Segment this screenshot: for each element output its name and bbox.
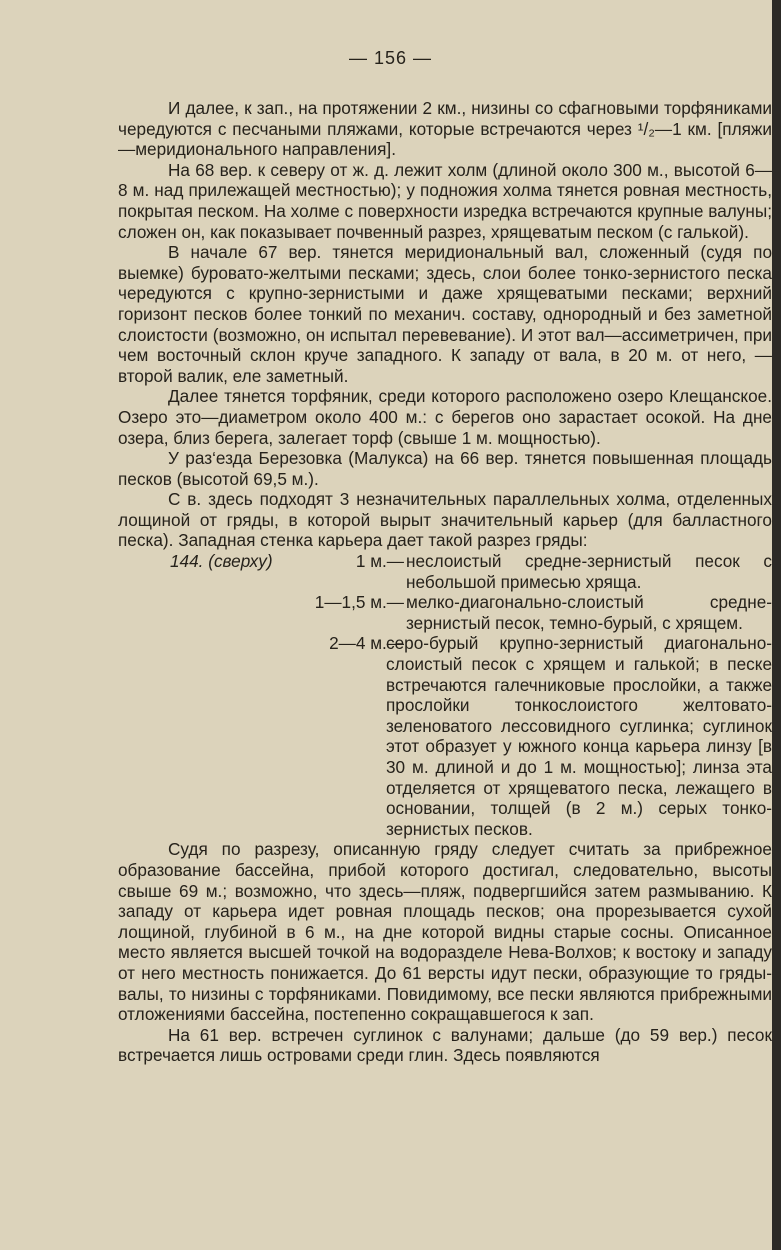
paragraph: На 68 вер. к северу от ж. д. лежит холм (длиной около 300 м., высотой 6—8 м. над прилежащей местностью); у подножия холма тянется ровная местность, покрытая песком. На холме с поверхности изредка встречаются крупные валуны; сложен он, как показывает почвенный разрез, хрящеватым песком (с галькой). — [118, 159, 772, 242]
layer-description: серо-бурый крупно-зернистый диагонально-слоистый песок с хрящем и галькой; в песке встречаются галечниковые прослойки, а также прослойки тонкослоистого желтовато-зеленоватого лессовидного суглинка; суглинок этот образует у южного конца карьера линзу [в 30 м. длиной и до 1 м. мощностью]; линза эта отделяется от хрящеватого песка, лежащего в основании, толщей (в 2 м.) серых тонко-зернистых песков. — [386, 633, 772, 839]
layer-description: мелко-диагонально-слоистый средне-зернистый песок, темно-бурый, с хрящем. — [406, 592, 772, 633]
page-edge-shadow — [772, 0, 781, 1250]
page-body — [118, 98, 772, 1066]
section-layer-row — [118, 592, 772, 633]
paragraph: Далее тянется торфяник, среди которого расположено озеро Клещанское. Озеро это—диаметром около 400 м.: с берегов оно зарастает осокой. На дне озера, близ берега, залегает торф (свыше 1 м. мощностью). — [118, 386, 772, 448]
layer-description: неслоистый средне-зернистый песок с небольшой примесью хряща. — [406, 551, 772, 592]
layer-thickness: 2—4 м.— — [329, 633, 404, 654]
layer-thickness: 1—1,5 м.— — [314, 592, 404, 613]
section-label: 144. (сверху) — [170, 551, 273, 572]
page-number: — 156 — — [348, 48, 433, 68]
paragraph: И далее, к зап., на протяжении 2 км., низины со сфагновыми торфяниками чередуются с песчаными пляжами, которые встречаются через ¹/₂—1 км. [пляжи—меридионального направления]. — [118, 98, 772, 160]
section-layer-row — [118, 633, 772, 839]
paragraph: У раз‘езда Березовка (Малукса) на 66 вер. тянется повышенная площадь песков (высотой 69,5 м.). — [118, 448, 772, 489]
layer-thickness: 1 м.— — [355, 551, 404, 572]
paragraph: На 61 вер. встречен суглинок с валунами; дальше (до 59 вер.) песок встречается лишь островами среди глин. Здесь появляются — [118, 1024, 772, 1066]
paragraph: Судя по разрезу, описанную гряду следует считать за прибрежное образование бассейна, прибой которого достигал, следовательно, высоты свыше 69 м.; возможно, что здесь—пляж, подвергшийся затем размыванию. К западу от карьера идет ровная площадь песков; она прорезывается сухой лощиной, глубиной в 6 м., на дне которой видны старые сосны. Описанное место является высшей точкой на водоразделе Нева-Волхов; к востоку и западу от него местность понижается. До 61 версты идут пески, образующие то гряды-валы, то низины с торфяниками. Повидимому, все пески являются прибрежными отложениями бассейна, постепенно сокращавшегося к зап. — [118, 839, 772, 1025]
paragraph: С в. здесь подходят 3 незначительных параллельных холма, отделенных лощиной от гряды, в которой вырыт значительный карьер (для балластного песка). Западная стенка карьера дает такой разрез гряды: — [118, 489, 772, 551]
paragraph: В начале 67 вер. тянется меридиональный вал, сложенный (судя по выемке) буровато-желтыми песками; здесь, слои более тонко-зернистого песка чередуются с крупно-зернистыми и даже хрящеватыми песками; верхний горизонт песков более тонкий по механич. составу, однородный и без заметной слоистости (возможно, он испытал перевевание). И этот вал—ассиметричен, при чем восточный склон круче западного. К западу от вала, в 20 м. от него, — второй валик, еле заметный. — [118, 242, 772, 386]
section-layer-row — [118, 551, 772, 592]
